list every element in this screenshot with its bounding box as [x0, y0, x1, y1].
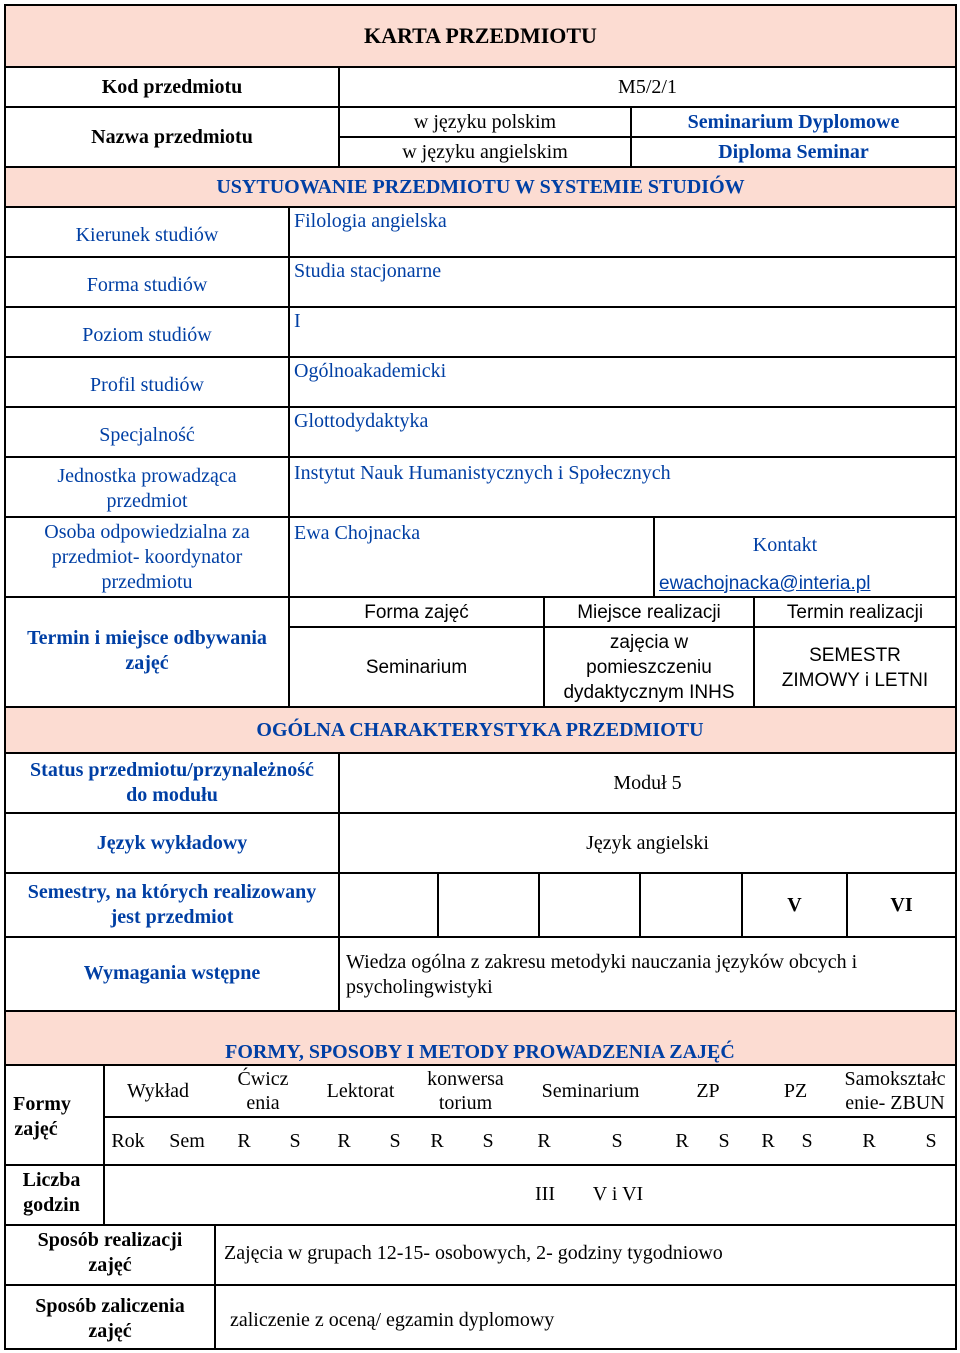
semestr-value-1 — [338, 872, 439, 938]
forma-label: Forma studiów — [86, 273, 208, 296]
semestr-value-3 — [538, 872, 641, 938]
poziom-label: Poziom studiów — [82, 323, 212, 346]
formy-type-label: PZ — [783, 1080, 808, 1102]
name-label: Nazwa przedmiotu — [91, 125, 253, 148]
val-miejsce-3: dydaktycznym INHS — [563, 682, 735, 703]
formy-type-label: ZP — [696, 1080, 720, 1102]
formy-label-1: Formy — [13, 1093, 71, 1115]
col-miejsce: Miejsce realizacji — [577, 601, 721, 623]
osoba-label-3: przedmiotu — [101, 571, 193, 593]
formy-type-4 — [523, 1064, 658, 1118]
formy-type-label: Seminarium — [541, 1080, 640, 1102]
formy-rs-cell-14: R — [862, 1129, 876, 1152]
formy-rs-cell-5: S — [389, 1129, 401, 1152]
formy-type-label-line2: enie- ZBUN — [845, 1092, 945, 1114]
val-forma: Seminarium — [365, 656, 468, 678]
formy-rs-cell-0: Rok — [111, 1129, 145, 1152]
semestry-label-1: Semestry, na których realizowany — [27, 881, 317, 903]
wymagania-label: Wymagania wstępne — [83, 961, 261, 984]
formy-rs-cell-11: S — [718, 1129, 730, 1152]
formy-rs-cell-2: R — [237, 1129, 251, 1152]
section-ogolna: OGÓLNA CHARAKTERYSTYKA PRZEDMIOTU — [256, 718, 704, 741]
formy-type-label: Ćwicz — [237, 1068, 289, 1090]
specjalnosc-value: Glottodydaktyka — [294, 409, 429, 432]
val-termin-1: SEMESTR — [809, 645, 901, 666]
zaliczenia-label-1: Sposób zaliczenia — [35, 1295, 185, 1317]
formy-types-row — [103, 1064, 957, 1118]
realizacji-value: Zajęcia w grupach 12-15- osobowych, 2- godziny tygodniowo — [224, 1241, 723, 1264]
profil-label: Profil studiów — [90, 373, 204, 396]
semestry-label-2: jest przedmiot — [110, 906, 234, 928]
polish-label: w języku polskim — [413, 110, 557, 133]
formy-type-label-line2: enia — [246, 1092, 280, 1114]
kierunek-label: Kierunek studiów — [75, 223, 219, 246]
status-label-1: Status przedmiotu/przynależność — [30, 759, 314, 781]
formy-type-5 — [658, 1064, 758, 1118]
poziom-value: I — [294, 309, 301, 332]
val-termin-2: ZIMOWY i LETNI — [781, 670, 929, 691]
formy-rs-cell-8: R — [537, 1129, 551, 1152]
formy-rs-cell-10: R — [675, 1129, 689, 1152]
formy-type-3 — [408, 1064, 523, 1118]
osoba-label-2: przedmiot- koordynator — [51, 546, 243, 568]
liczba-sem-s: V i VI — [592, 1182, 644, 1205]
osoba-value: Ewa Chojnacka — [294, 521, 421, 544]
english-value: Diploma Seminar — [718, 140, 869, 163]
formy-type-label-line2: torium — [438, 1092, 493, 1114]
contact-label: Kontakt — [752, 533, 818, 556]
semestr-value-2 — [437, 872, 540, 938]
formy-rs-cell-9: S — [611, 1129, 623, 1152]
english-label: w języku angielskim — [402, 140, 568, 163]
polish-value: Seminarium Dyplomowe — [687, 110, 900, 133]
col-forma: Forma zajęć — [364, 601, 469, 623]
code-label: Kod przedmiotu — [101, 75, 243, 98]
formy-label-2: zajęć — [14, 1118, 58, 1140]
page-title: KARTA PRZEDMIOTU — [364, 22, 597, 48]
zaliczenia-value: zaliczenie z oceną/ egzamin dyplomowy — [230, 1308, 555, 1331]
code-value: M5/2/1 — [618, 75, 677, 98]
realizacji-label-2: zajęć — [88, 1254, 132, 1276]
jednostka-value: Instytut Nauk Humanistycznych i Społecznych — [294, 461, 671, 484]
zaliczenia-label-2: zajęć — [88, 1320, 132, 1342]
section-usytuowanie: USYTUOWANIE PRZEDMIOTU W SYSTEMIE STUDIÓW — [216, 175, 745, 198]
formy-rs-cell-12: R — [761, 1129, 775, 1152]
formy-type-label: Wykład — [126, 1080, 190, 1102]
val-miejsce-1: zajęcia w — [609, 632, 689, 653]
kierunek-value: Filologia angielska — [294, 209, 447, 232]
wymagania-value-2: psycholingwistyki — [346, 976, 493, 998]
termin-label-2: zajęć — [125, 652, 169, 674]
termin-label-1: Termin i miejsce odbywania — [27, 627, 267, 649]
formy-type-label: Samokształc — [844, 1068, 946, 1090]
jezyk-value: Język angielski — [586, 831, 709, 854]
liczba-label-2: godzin — [23, 1194, 80, 1216]
liczba-label-1: Liczba — [22, 1169, 81, 1191]
formy-rs-cell-1: Sem — [169, 1129, 205, 1152]
status-label-2: do modułu — [126, 784, 218, 806]
val-miejsce-2: pomieszczeniu — [586, 657, 712, 678]
formy-type-1 — [213, 1064, 313, 1118]
formy-rs-cell-13: S — [801, 1129, 813, 1152]
formy-rs-cell-7: S — [482, 1129, 494, 1152]
wymagania-value-1: Wiedza ogólna z zakresu metodyki nauczania języków obcych i — [346, 951, 858, 973]
forma-value: Studia stacjonarne — [294, 259, 442, 282]
profil-value: Ogólnoakademicki — [294, 359, 447, 382]
formy-type-label: konwersa — [427, 1068, 504, 1090]
formy-rs-cell-3: S — [289, 1129, 301, 1152]
semestr-value-5: V — [787, 893, 802, 916]
jezyk-label: Język wykładowy — [96, 831, 248, 854]
realizacji-label-1: Sposób realizacji — [37, 1229, 183, 1251]
osoba-label-1: Osoba odpowiedzialna za — [44, 521, 250, 543]
formy-type-6 — [758, 1064, 833, 1118]
formy-type-7 — [833, 1064, 957, 1118]
formy-type-label: Lektorat — [326, 1080, 395, 1102]
contact-email-link[interactable]: ewachojnacka@interia.pl — [659, 572, 871, 594]
formy-rs-cell-15: S — [925, 1129, 937, 1152]
jednostka-label-2: przedmiot — [106, 490, 188, 512]
jednostka-label-1: Jednostka prowadząca — [57, 465, 237, 487]
formy-type-2 — [313, 1064, 408, 1118]
semestr-value-4 — [639, 872, 743, 938]
specjalnosc-label: Specjalność — [99, 423, 195, 446]
formy-type-0 — [103, 1064, 213, 1118]
formy-rs-cell-6: R — [430, 1129, 444, 1152]
col-termin: Termin realizacji — [786, 601, 924, 623]
section-formy: FORMY, SPOSOBY I METODY PROWADZENIA ZAJĘĆ — [225, 1040, 735, 1063]
liczba-sem-r: III — [535, 1182, 555, 1205]
formy-rs-cell-4: R — [337, 1129, 351, 1152]
status-value: Moduł 5 — [613, 771, 682, 794]
semestr-value-6: VI — [890, 893, 913, 916]
formy-rs-row — [103, 1116, 957, 1166]
